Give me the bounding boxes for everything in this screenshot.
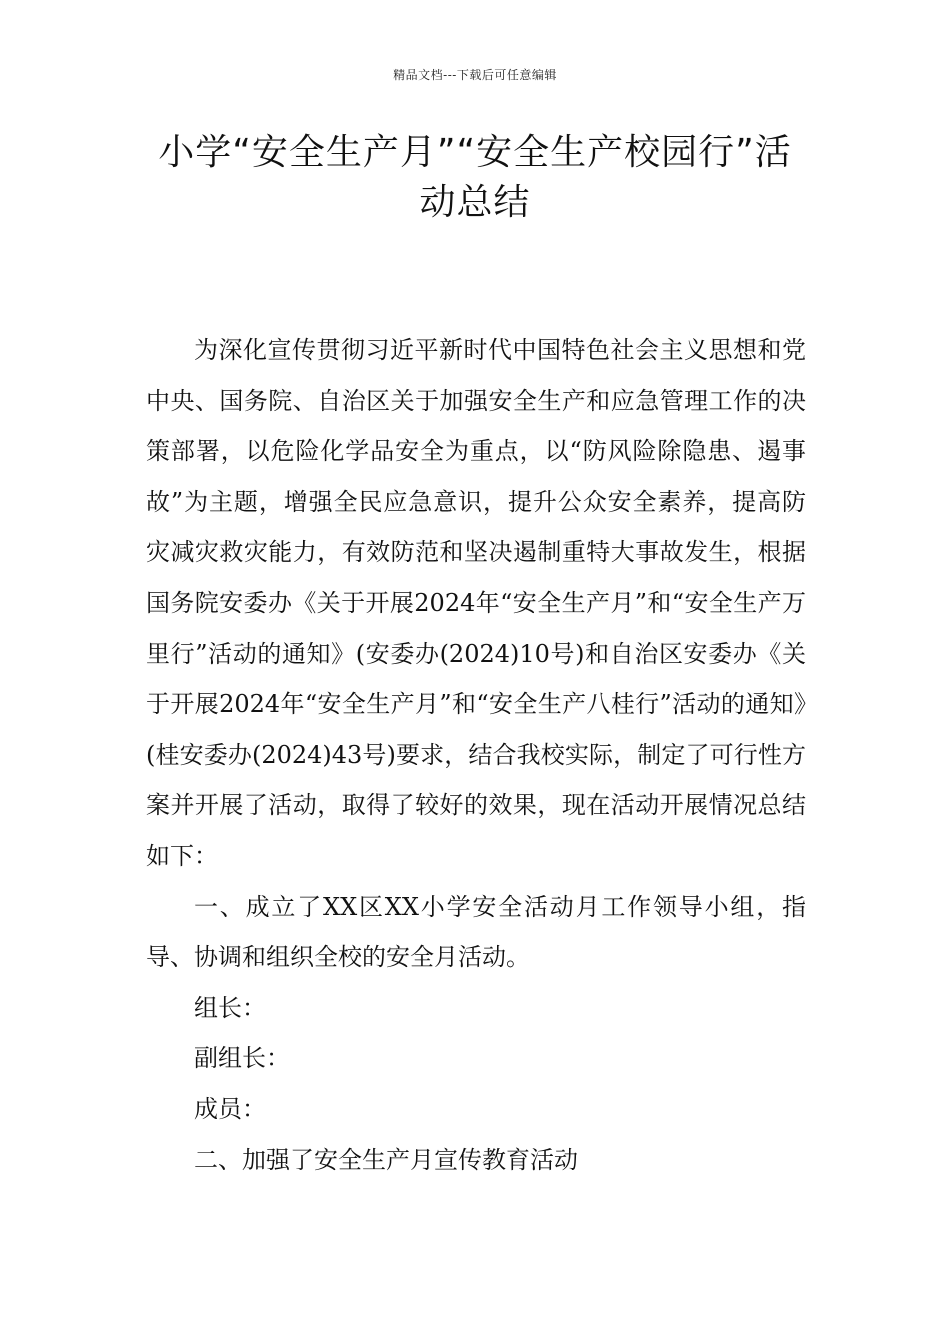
paragraph-deputy-leader: 副组长： (194, 1044, 290, 1073)
paragraph-section-two: 二、加强了安全生产月宣传教育活动 (194, 1145, 578, 1174)
paragraph-intro: 为深化宣传贯彻习近平新时代中国特色社会主义思想和党中央、国务院、自治区关于加强安全生产和应急管理工作的决策部署，以危险化学品安全为重点，以“防风险除隐患、遏事故”为主题，增强全民应急意识，提升公众安全素养，提高防灾减灾救灾能力，有效防范和坚决遏制重特大事故发生，根据国务院安委办《关于开展2024年“安全生产月”和“安全生产万里行”活动的通知》(安委办(2024)10号)和自治区安委办《关于开展2024年“安全生产月”和“安全生产八桂行”活动的通知》(桂安委办(2024)43号)要求，结合我校实际，制定了可行性方案并开展了活动，取得了较好的效果，现在活动开展情况总结如下： (146, 336, 806, 870)
header-note: 精品文档---下载后可任意编辑 (393, 68, 557, 82)
document-body (146, 325, 806, 1185)
paragraph-section-one: 一、成立了XX区XX小学安全活动月工作领导小组，指导、协调和组织全校的安全月活动。 (146, 892, 806, 972)
document-title: 小学“安全生产月”“安全生产校园行”活动总结 (158, 132, 792, 223)
paragraph-group-leader: 组长： (194, 993, 266, 1022)
paragraph-members: 成员： (194, 1094, 266, 1123)
